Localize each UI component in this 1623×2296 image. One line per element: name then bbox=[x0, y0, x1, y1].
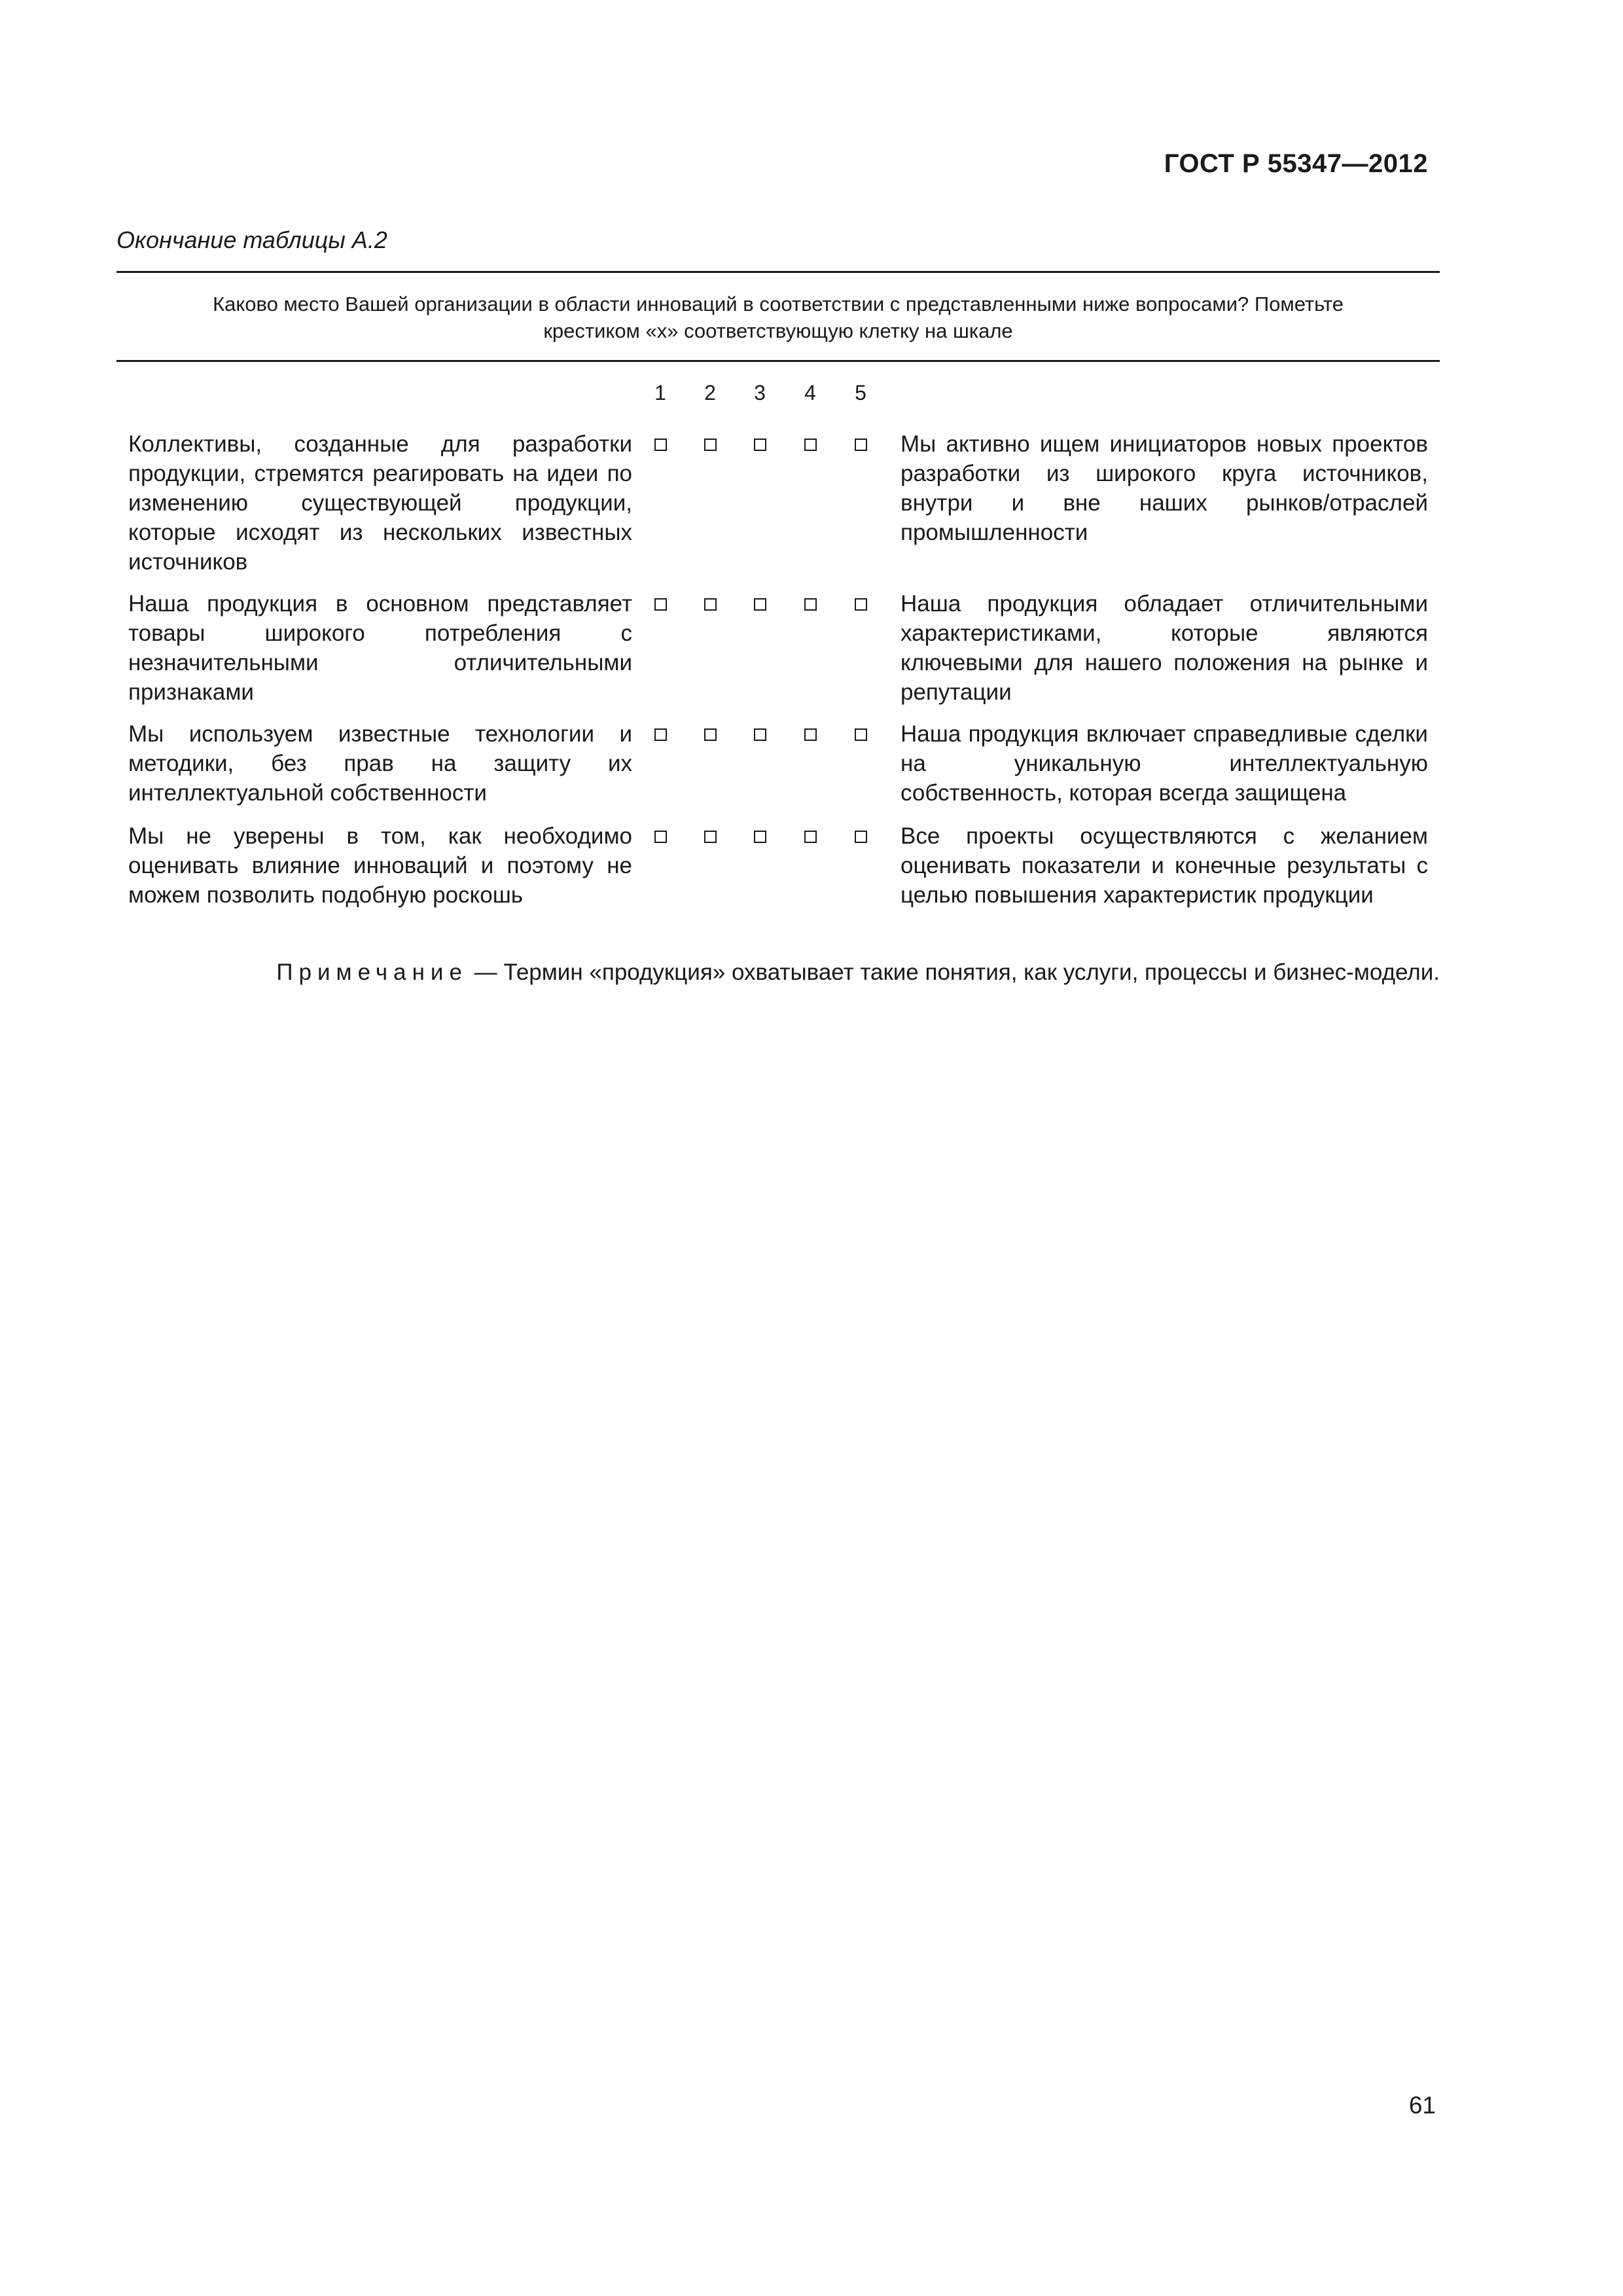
statement-right: Все проекты осуществляются с желанием оценивать показатели и конечные результаты с целью повышения характеристик продукции bbox=[901, 823, 1428, 908]
scale-checkbox-1[interactable] bbox=[654, 831, 667, 843]
scale-number-5: 5 bbox=[855, 381, 866, 404]
scale-checkbox-3[interactable] bbox=[754, 439, 766, 451]
scale-checkbox-5[interactable] bbox=[855, 439, 867, 451]
scale-checkbox-2[interactable] bbox=[704, 831, 717, 843]
scale-checkbox-3[interactable] bbox=[754, 728, 766, 741]
table-caption: Окончание таблицы А.2 bbox=[116, 226, 387, 253]
statement-left: Мы не уверены в том, как необходимо оценивать влияние инноваций и поэтому не можем позволить подобную роскошь bbox=[128, 823, 632, 908]
scale-checkbox-5[interactable] bbox=[855, 598, 867, 611]
scale-checkbox-1[interactable] bbox=[654, 439, 667, 451]
scale-checkbox-4[interactable] bbox=[804, 831, 817, 843]
note-text: — Термин «продукция» охватывает такие понятия, как услуги, процессы и бизнес-модели. bbox=[467, 960, 1440, 985]
scale-checkbox-2[interactable] bbox=[704, 598, 717, 611]
statement-right: Наша продукция включает справедливые сделки на уникальную интеллектуальную собственность, которая всегда защищена bbox=[901, 721, 1428, 806]
statement-right: Мы активно ищем инициаторов новых проектов разработки из широкого круга источников, внутри и вне наших рынков/отраслей промышленности bbox=[901, 431, 1428, 545]
statement-left: Коллективы, созданные для разработки продукции, стремятся реагировать на идеи по изменению существующей продукции, которые исходят из нескольких известных источников bbox=[128, 431, 632, 575]
scale-checkbox-2[interactable] bbox=[704, 439, 717, 451]
document-standard-header: ГОСТ Р 55347—2012 bbox=[1164, 149, 1428, 178]
scale-number-1: 1 bbox=[654, 381, 666, 404]
scale-checkbox-3[interactable] bbox=[754, 598, 766, 611]
scale-checkbox-5[interactable] bbox=[855, 728, 867, 741]
scale-checkbox-1[interactable] bbox=[654, 728, 667, 741]
scale-checkbox-1[interactable] bbox=[654, 598, 667, 611]
scale-checkbox-3[interactable] bbox=[754, 831, 766, 843]
scale-checkbox-4[interactable] bbox=[804, 439, 817, 451]
page-number: 61 bbox=[1408, 2092, 1436, 2119]
table-note bbox=[276, 960, 1440, 986]
statement-left: Наша продукция в основном представляет товары широкого потребления с незначительными отличительными признаками bbox=[128, 591, 632, 705]
statement-left: Мы используем известные технологии и методики, без прав на защиту их интеллектуальной собственности bbox=[128, 721, 632, 806]
scale-checkbox-5[interactable] bbox=[855, 831, 867, 843]
scale-number-3: 3 bbox=[754, 381, 766, 404]
instruction-line-2: крестиком «х» соответствующую клетку на шкале bbox=[543, 319, 1013, 342]
instruction-line-1: Каково место Вашей организации в области инноваций в соответствии с представленными ниже вопросами? Пометьте bbox=[213, 293, 1344, 315]
note-label: Примечание bbox=[276, 960, 468, 985]
scale-checkbox-4[interactable] bbox=[804, 598, 817, 611]
table-header-rule bbox=[116, 360, 1440, 362]
table-instruction bbox=[116, 291, 1440, 344]
scale-checkbox-2[interactable] bbox=[704, 728, 717, 741]
scale-checkbox-4[interactable] bbox=[804, 728, 817, 741]
scale-header bbox=[0, 381, 1623, 407]
scale-number-2: 2 bbox=[704, 381, 716, 404]
statement-right: Наша продукция обладает отличительными характеристиками, которые являются ключевыми для нашего положения на рынке и репутации bbox=[901, 591, 1428, 705]
table-top-rule bbox=[116, 271, 1440, 273]
scale-number-4: 4 bbox=[804, 381, 816, 404]
